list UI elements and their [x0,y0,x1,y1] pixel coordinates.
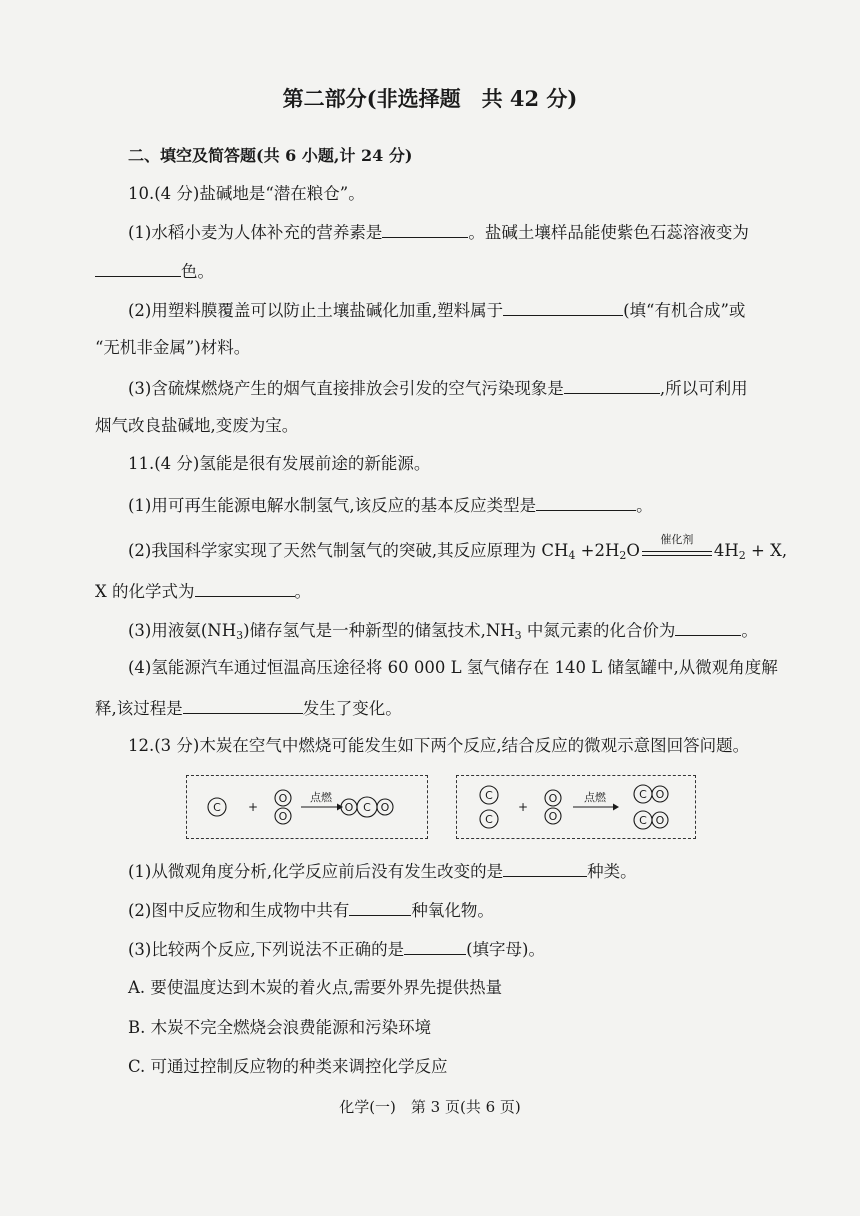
atom-label: O [655,788,665,801]
answer-blank[interactable] [404,940,466,955]
page-footer: 化学(一) 第 3 页(共 6 页) [339,1098,521,1116]
atom-label: O [278,810,288,823]
q10-part2-line1: (2)用塑料膜覆盖可以防止土壤盐碱化加重,塑料属于 (填“有机合成”或 [128,301,746,320]
atom-label: O [548,792,558,805]
atom-label: O [344,801,354,814]
part-title: 第二部分(非选择题 共 42 分) [282,86,578,111]
reaction2-diagram [456,775,696,839]
atom-label: C [213,801,221,814]
catalyst-label: 催化剂 [660,533,694,546]
atom-label: C [485,789,493,802]
answer-blank[interactable] [503,862,587,877]
answer-blank[interactable] [349,901,411,916]
q12-part3: (3)比较两个反应,下列说法不正确的是 (填字母)。 [128,940,545,959]
q11-part3: (3)用液氨$(NH_3)$储存氢气是一种新型的储氢技术$,NH_3$ 中氮元素的化合价为 。 [128,621,758,642]
answer-blank[interactable] [195,582,295,597]
q11-stem: 11.(4 分)氢能是很有发展前途的新能源。 [128,454,431,473]
q10-part1-line1: (1)水稻小麦为人体补充的营养素是 。盐碱土壤样品能使紫色石蕊溶液变为 [128,223,749,242]
answer-blank[interactable] [675,621,741,636]
q12-part2: (2)图中反应物和生成物中共有 种氧化物。 [128,901,494,920]
atom-label: O [548,810,558,823]
atom-label: C [363,801,371,814]
q11-part2-line2: X 的化学式为 。 [95,582,311,601]
q11-part4-line1: (4)氢能源汽车通过恒温高压途径将 60 000 L 氢气储存在 140 L 储氢罐中,从微观角度解 [128,658,778,677]
atom-label: C [639,788,647,801]
atom-label: O [655,814,665,827]
q12-option-c: C. 可通过控制反应物的种类来调控化学反应 [128,1057,448,1076]
answer-blank[interactable] [536,496,636,511]
answer-blank[interactable] [95,262,181,277]
q10-part3-line1: (3)含硫煤燃烧产生的烟气直接排放会引发的空气污染现象是 ,所以可利用 [128,379,748,398]
q12-part1: (1)从微观角度分析,化学反应前后没有发生改变的是 种类。 [128,862,637,881]
answer-blank[interactable] [183,699,303,714]
reaction2-svg [457,776,695,838]
reaction-condition: 点燃 [584,791,606,804]
reaction-condition: 点燃 [310,791,332,804]
atom-label: C [639,814,647,827]
answer-blank[interactable] [564,379,660,394]
catalyst-arrow [642,533,712,556]
q10-part1-line2: 色。 [95,262,214,281]
answer-blank[interactable] [382,223,468,238]
section-heading: 二、填空及简答题(共 6 小题,计 24 分) [128,146,413,165]
reaction1-diagram [186,775,428,839]
q10-part2-line2: “无机非金属”)材料。 [95,338,251,357]
q12-option-b: B. 木炭不完全燃烧会浪费能源和污染环境 [128,1018,432,1037]
q11-part1: (1)用可再生能源电解水制氢气,该反应的基本反应类型是 。 [128,496,653,515]
q11-part2-line1: (2)我国科学家实现了天然气制氢气的突破,其反应原理为 $CH_4 +2H_2O$ 催化剂 $4H_2 + X$, [128,533,788,562]
q10-stem: 10.(4 分)盐碱地是“潜在粮仓”。 [128,184,365,203]
q11-part4-line2: 释,该过程是 发生了变化。 [95,699,402,718]
atom-label: C [485,813,493,826]
q12-option-a: A. 要使温度达到木炭的着火点,需要外界先提供热量 [128,978,503,997]
q10-part3-line2: 烟气改良盐碱地,变废为宝。 [95,416,299,435]
q12-stem: 12.(3 分)木炭在空气中燃烧可能发生如下两个反应,结合反应的微观示意图回答问题。 [128,736,750,755]
reaction1-svg [187,776,427,838]
plus-sign: + [517,800,529,814]
plus-sign: + [247,800,259,814]
atom-label: O [278,792,288,805]
answer-blank[interactable] [503,301,623,316]
atom-label: O [380,801,390,814]
